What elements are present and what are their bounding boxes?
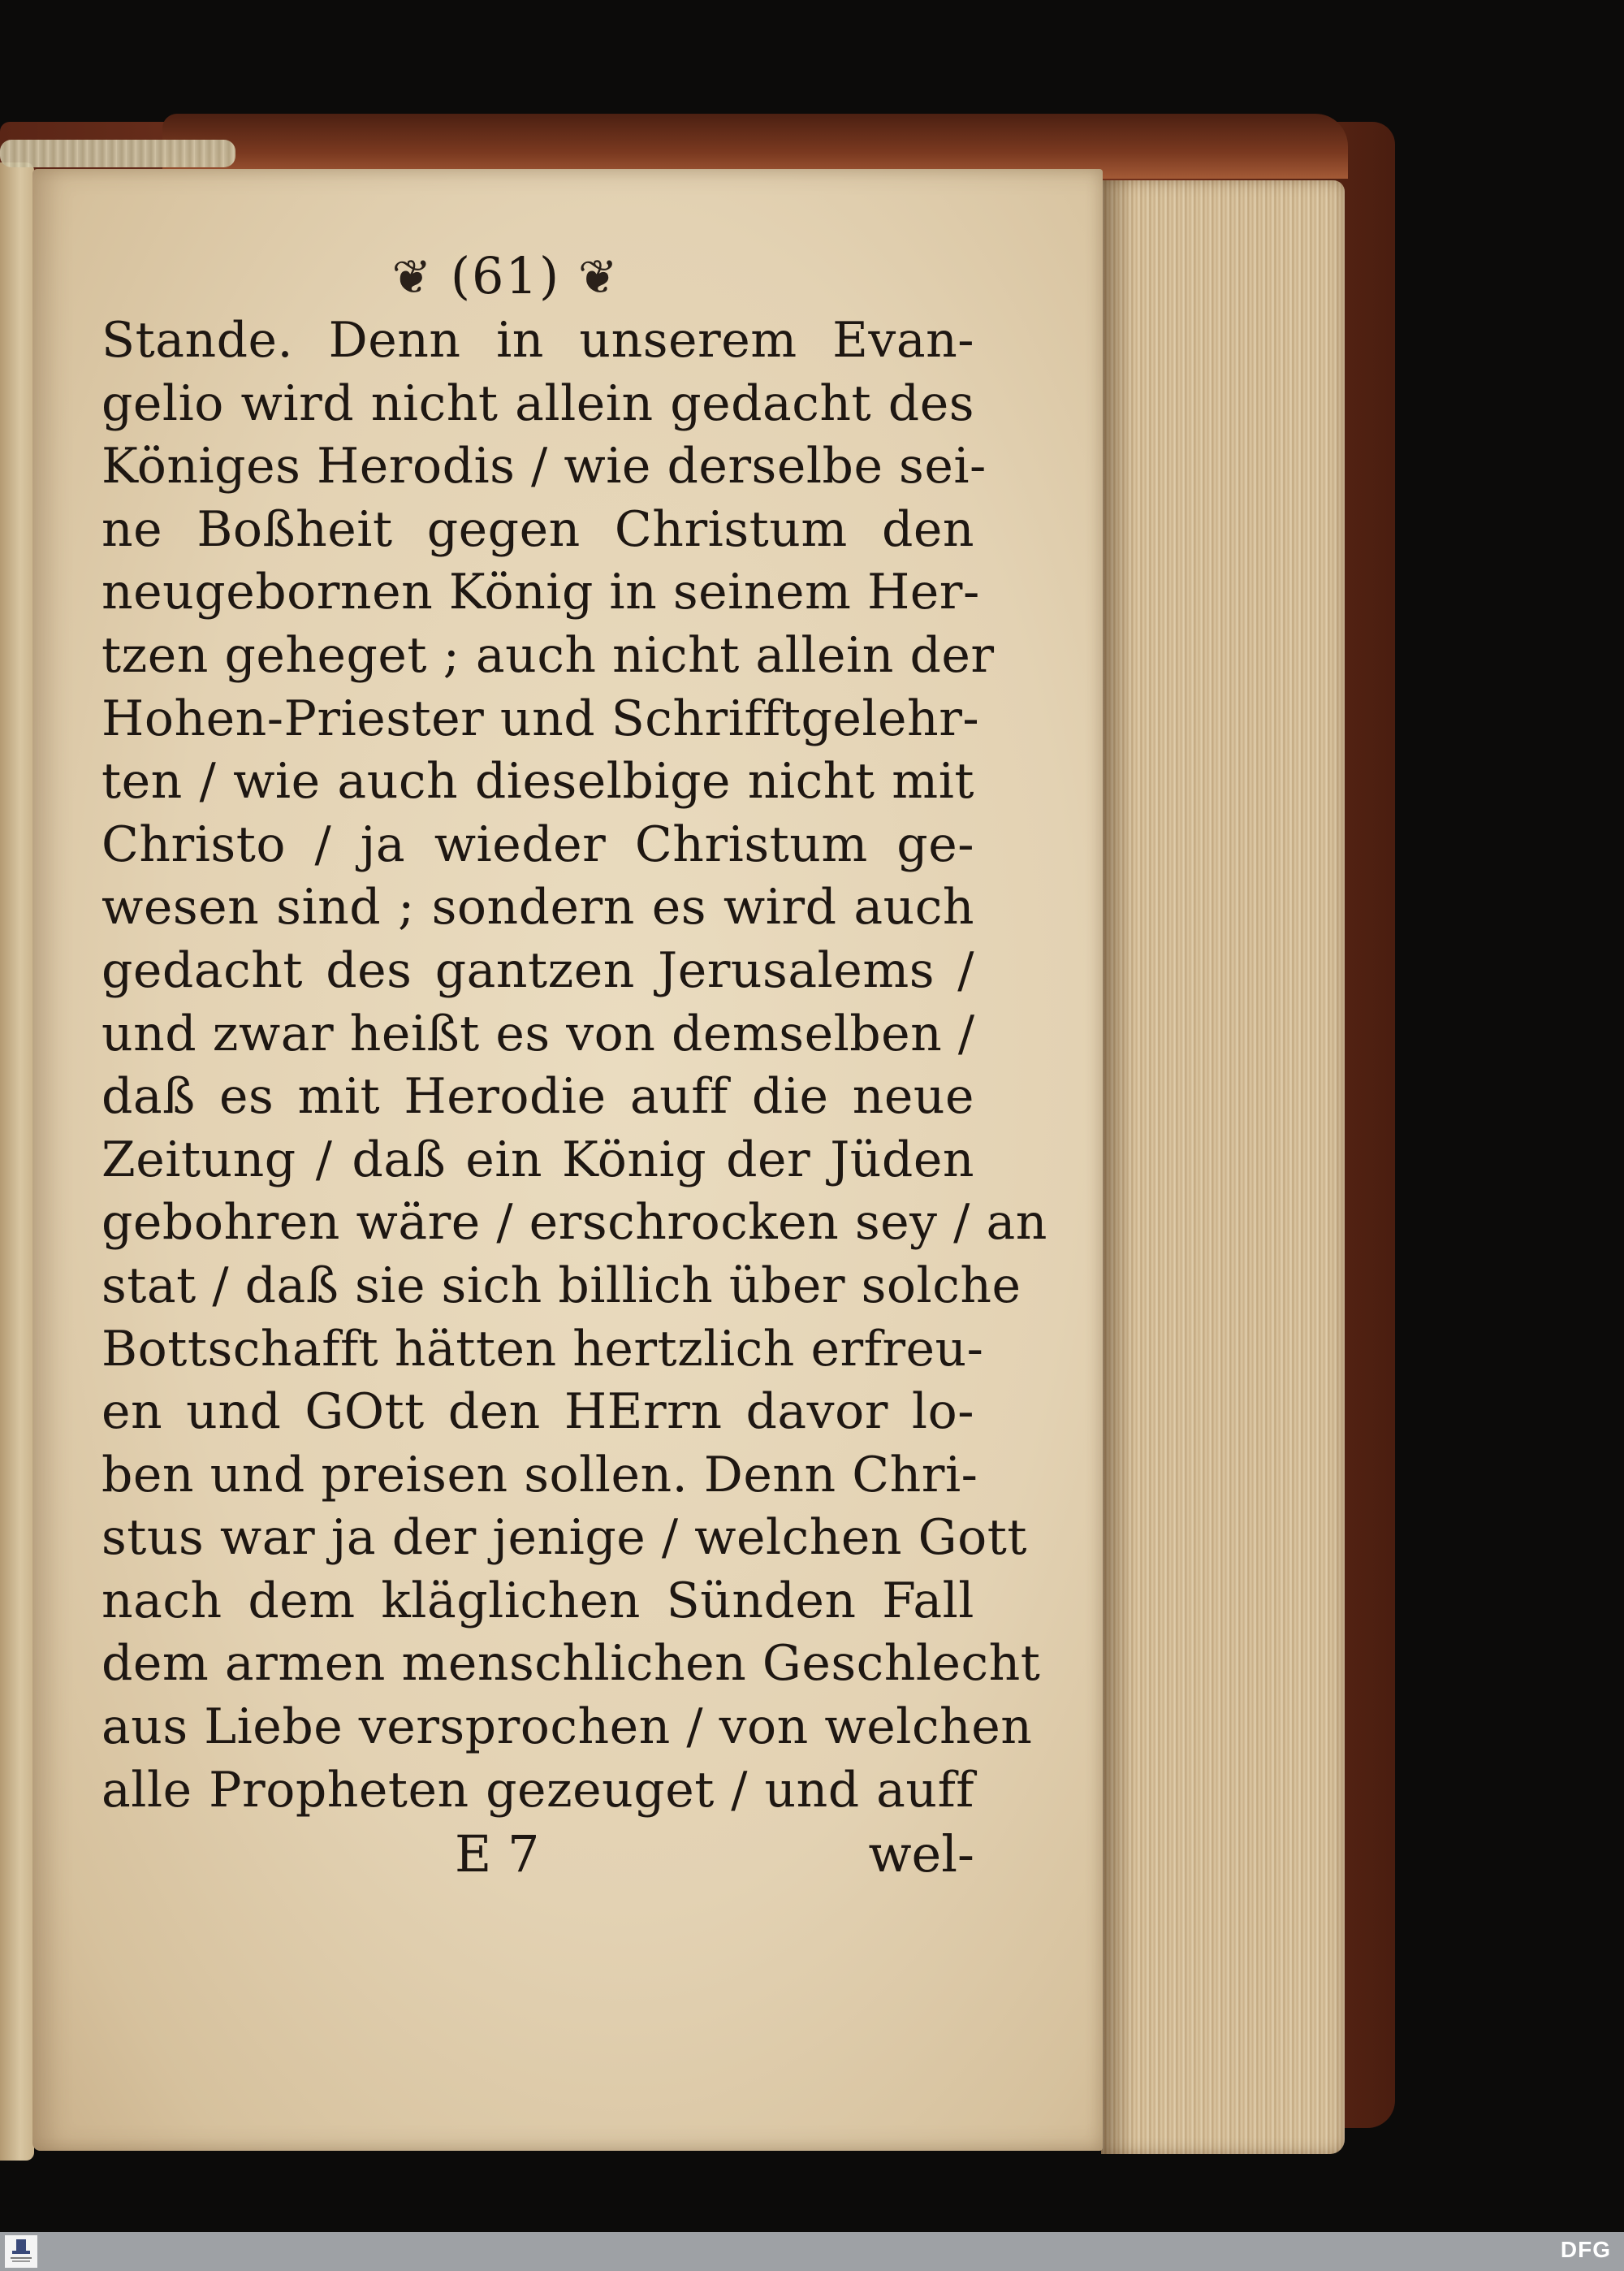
dfg-credit: DFG bbox=[1560, 2237, 1611, 2262]
page-edges-shadow bbox=[1101, 180, 1134, 2154]
library-logo-icon bbox=[5, 2235, 37, 2268]
page-text-block bbox=[102, 244, 1047, 1887]
page-edges bbox=[1101, 180, 1345, 2154]
text-line: neugebornen König in seinem Her- bbox=[102, 564, 980, 621]
catchword: wel- bbox=[868, 1824, 974, 1884]
library-logo-shape bbox=[9, 2238, 33, 2265]
text-line: Bottschafft hätten hertzlich erfreu- bbox=[102, 1320, 984, 1378]
text-line: alle Propheten gezeuget / und auff bbox=[102, 1761, 974, 1819]
text-line: nach dem kläglichen Sünden Fall bbox=[102, 1572, 974, 1629]
text-line: ten / wie auch dieselbige nicht mit bbox=[102, 753, 974, 811]
text-line: Königes Herodis / wie derselbe sei- bbox=[102, 438, 987, 495]
text-line: tzen geheget ; auch nicht allein der bbox=[102, 626, 995, 684]
text-line: wesen sind ; sondern es wird auch bbox=[102, 879, 974, 937]
text-line: ben und preisen sollen. Denn Chri- bbox=[102, 1446, 978, 1503]
text-line: Christo / ja wieder Christum ge- bbox=[102, 815, 974, 873]
text-line: dem armen menschlichen Geschlecht bbox=[102, 1635, 1041, 1693]
text-line: ne Boßheit gegen Christum den bbox=[102, 500, 974, 558]
page-footer bbox=[102, 1822, 974, 1887]
viewer-footer-bar bbox=[0, 2232, 1624, 2271]
signature-mark: E 7 bbox=[455, 1824, 540, 1884]
ornament-right-icon: ❦ bbox=[577, 249, 620, 305]
text-line: stat / daß sie sich billich über solche bbox=[102, 1257, 1021, 1314]
text-line: daß es mit Herodie auff die neue bbox=[102, 1068, 974, 1126]
page-number: (61) bbox=[450, 246, 561, 305]
ornament-left-icon: ❦ bbox=[391, 249, 434, 305]
text-line: gedacht des gantzen Jerusalems / bbox=[102, 941, 974, 999]
running-head bbox=[37, 244, 974, 309]
text-line: aus Liebe versprochen / von welchen bbox=[102, 1698, 1033, 1756]
headband-thread bbox=[0, 140, 235, 167]
text-line: stus war ja der jenige / welchen Gott bbox=[102, 1509, 1027, 1567]
text-line: gebohren wäre / erschrocken sey / an bbox=[102, 1194, 1047, 1252]
text-line: und zwar heißt es von demselben / bbox=[102, 1005, 975, 1062]
text-line: Zeitung / daß ein König der Jüden bbox=[102, 1131, 974, 1188]
text-line: Stande. Denn in unserem Evan- bbox=[102, 312, 974, 369]
text-line: en und GOtt den HErrn davor lo- bbox=[102, 1383, 974, 1441]
text-line: gelio wird nicht allein gedacht des bbox=[102, 374, 974, 432]
facing-page-edge bbox=[0, 162, 34, 2161]
text-line: Hohen-Priester und Schrifftgelehr- bbox=[102, 690, 980, 747]
